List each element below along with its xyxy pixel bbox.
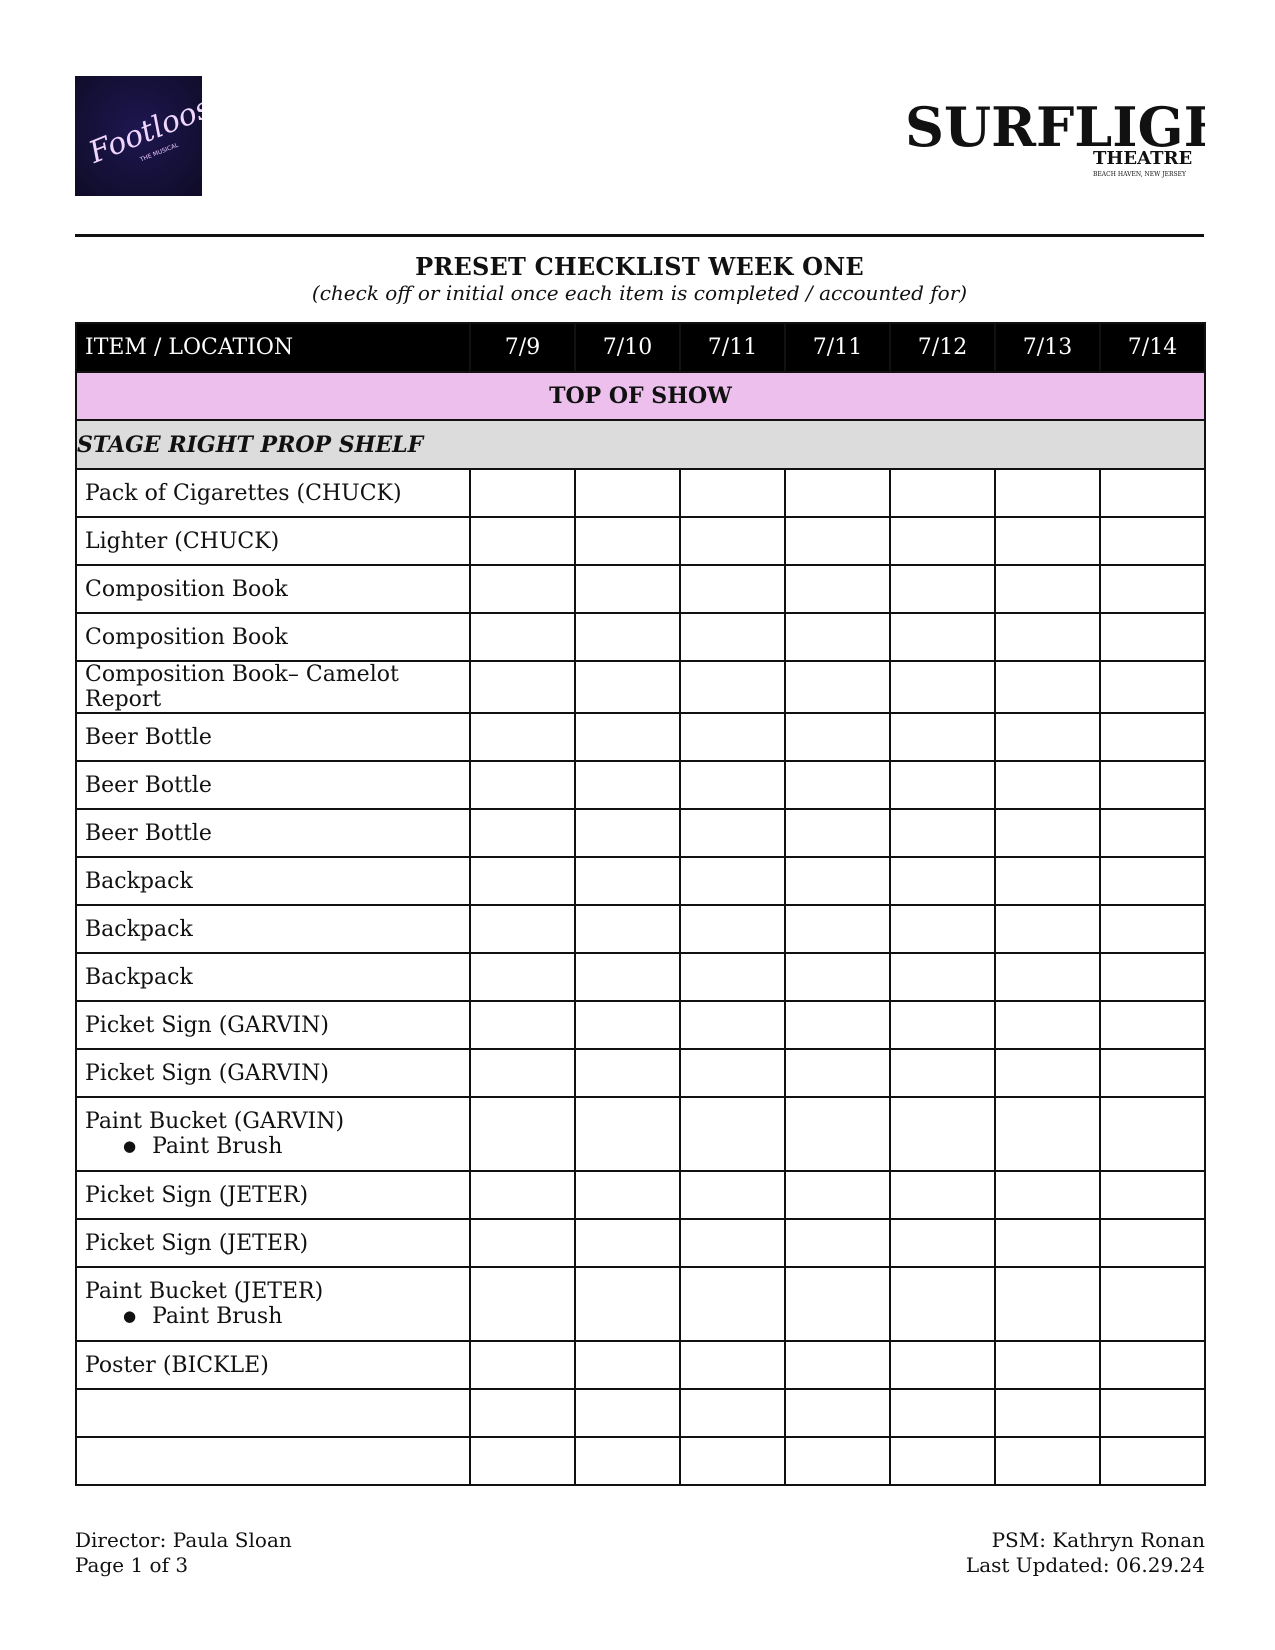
check-cell[interactable] [470, 1171, 575, 1219]
check-cell[interactable] [995, 713, 1100, 761]
check-cell[interactable] [1100, 1437, 1205, 1485]
date-header: 7/11 [785, 323, 890, 372]
item-label: Pack of Cigarettes (CHUCK) [85, 480, 402, 506]
check-cell[interactable] [890, 1171, 995, 1219]
check-cell[interactable] [470, 857, 575, 905]
check-cell[interactable] [995, 1001, 1100, 1049]
check-cell[interactable] [890, 565, 995, 613]
check-cell[interactable] [470, 1267, 575, 1341]
check-cell[interactable] [680, 1341, 785, 1389]
item-cell [76, 1219, 470, 1267]
check-cell[interactable] [785, 713, 890, 761]
item-cell [76, 661, 470, 713]
director-credit: Director: Paula Sloan [75, 1528, 292, 1552]
check-cell[interactable] [1100, 613, 1205, 661]
item-label: Backpack [85, 868, 193, 894]
check-cell[interactable] [890, 1341, 995, 1389]
surflight-logo-sub: THEATRE [1093, 148, 1193, 169]
table-row [76, 857, 1205, 905]
check-cell[interactable] [995, 1097, 1100, 1171]
check-cell[interactable] [470, 809, 575, 857]
check-cell[interactable] [680, 713, 785, 761]
item-cell [76, 1437, 470, 1485]
page-subtitle: (check off or initial once each item is completed / accounted for) [311, 281, 968, 305]
check-cell[interactable] [785, 1437, 890, 1485]
check-cell[interactable] [575, 1171, 680, 1219]
check-cell[interactable] [575, 713, 680, 761]
date-header: 7/13 [995, 323, 1100, 372]
check-cell[interactable] [1100, 469, 1205, 517]
table-row [76, 713, 1205, 761]
check-cell[interactable] [890, 809, 995, 857]
check-cell[interactable] [470, 613, 575, 661]
page-title: PRESET CHECKLIST WEEK ONE [415, 252, 864, 281]
item-label: Beer Bottle [85, 772, 212, 798]
surflight-logo-location: BEACH HAVEN, NEW JERSEY [1093, 171, 1186, 178]
check-cell[interactable] [1100, 1389, 1205, 1437]
check-cell[interactable] [575, 953, 680, 1001]
check-cell[interactable] [995, 1171, 1100, 1219]
item-label: Beer Bottle [85, 724, 212, 750]
check-cell[interactable] [680, 517, 785, 565]
check-cell[interactable] [470, 1389, 575, 1437]
check-cell[interactable] [785, 1097, 890, 1171]
check-cell[interactable] [575, 1001, 680, 1049]
check-cell[interactable] [575, 565, 680, 613]
check-cell[interactable] [575, 1267, 680, 1341]
check-cell[interactable] [995, 1267, 1100, 1341]
check-cell[interactable] [995, 565, 1100, 613]
check-cell[interactable] [995, 469, 1100, 517]
check-cell[interactable] [785, 1171, 890, 1219]
date-header: 7/11 [680, 323, 785, 372]
check-cell[interactable] [890, 857, 995, 905]
check-cell[interactable] [575, 1049, 680, 1097]
table-row [76, 1219, 1205, 1267]
checklist-table [75, 322, 1206, 1486]
check-cell[interactable] [470, 1437, 575, 1485]
date-header: 7/14 [1100, 323, 1205, 372]
check-cell[interactable] [1100, 713, 1205, 761]
check-cell[interactable] [785, 517, 890, 565]
psm-credit: PSM: Kathryn Ronan [991, 1528, 1205, 1552]
table-row [76, 517, 1205, 565]
check-cell[interactable] [785, 1389, 890, 1437]
check-cell[interactable] [470, 1097, 575, 1171]
check-cell[interactable] [890, 713, 995, 761]
check-cell[interactable] [1100, 1341, 1205, 1389]
check-cell[interactable] [575, 1389, 680, 1437]
item-cell [76, 905, 470, 953]
item-cell [76, 469, 470, 517]
check-cell[interactable] [575, 517, 680, 565]
table-row [76, 1171, 1205, 1219]
check-cell[interactable] [1100, 1267, 1205, 1341]
check-cell[interactable] [890, 1437, 995, 1485]
table-row [76, 1049, 1205, 1097]
check-cell[interactable] [890, 905, 995, 953]
check-cell[interactable] [575, 1341, 680, 1389]
check-cell[interactable] [890, 469, 995, 517]
item-cell [76, 1267, 470, 1341]
item-cell [76, 761, 470, 809]
check-cell[interactable] [995, 1049, 1100, 1097]
table-row [76, 761, 1205, 809]
check-cell[interactable] [1100, 953, 1205, 1001]
item-label: Beer Bottle [85, 820, 212, 846]
check-cell[interactable] [575, 905, 680, 953]
item-label: Poster (BICKLE) [85, 1352, 269, 1378]
item-cell [76, 613, 470, 661]
check-cell[interactable] [680, 1267, 785, 1341]
check-cell[interactable] [1100, 661, 1205, 713]
surflight-theatre-logo [905, 90, 1205, 180]
check-cell[interactable] [680, 905, 785, 953]
check-cell[interactable] [785, 905, 890, 953]
item-location-header: ITEM / LOCATION [76, 323, 470, 372]
section-title: TOP OF SHOW [76, 372, 1205, 420]
item-cell [76, 857, 470, 905]
check-cell[interactable] [470, 1001, 575, 1049]
check-cell[interactable] [680, 1437, 785, 1485]
item-cell [76, 1097, 470, 1171]
check-cell[interactable] [470, 565, 575, 613]
table-row [76, 1267, 1205, 1341]
check-cell[interactable] [680, 953, 785, 1001]
item-cell [76, 517, 470, 565]
check-cell[interactable] [575, 469, 680, 517]
check-cell[interactable] [890, 1001, 995, 1049]
header-rule [75, 234, 1204, 237]
check-cell[interactable] [785, 613, 890, 661]
check-cell[interactable] [995, 1437, 1100, 1485]
table-row [76, 1389, 1205, 1437]
check-cell[interactable] [470, 1049, 575, 1097]
footer-right [966, 1528, 1205, 1578]
check-cell[interactable] [785, 953, 890, 1001]
surflight-logo-text: SURFLIG [905, 95, 1184, 159]
item-label: Composition Book [85, 576, 288, 602]
table-row [76, 661, 1205, 713]
table-row [76, 1097, 1205, 1171]
item-label: Composition Book [85, 624, 288, 650]
item-label: Composition Book– Camelot Report [85, 662, 399, 712]
item-cell [76, 953, 470, 1001]
subsection-title: STAGE RIGHT PROP SHELF [76, 420, 1205, 469]
check-cell[interactable] [470, 713, 575, 761]
subsection-row [76, 420, 1205, 469]
check-cell[interactable] [680, 857, 785, 905]
check-cell[interactable] [1100, 809, 1205, 857]
item-cell [76, 809, 470, 857]
check-cell[interactable] [575, 661, 680, 713]
check-cell[interactable] [470, 661, 575, 713]
item-cell [76, 713, 470, 761]
table-row [76, 469, 1205, 517]
item-cell [76, 1001, 470, 1049]
check-cell[interactable] [890, 953, 995, 1001]
check-cell[interactable] [785, 1001, 890, 1049]
item-label: Paint Bucket (JETER) [85, 1279, 324, 1304]
check-cell[interactable] [680, 1389, 785, 1437]
check-cell[interactable] [575, 1097, 680, 1171]
check-cell[interactable] [1100, 1049, 1205, 1097]
check-cell[interactable] [575, 809, 680, 857]
check-cell[interactable] [470, 469, 575, 517]
check-cell[interactable] [995, 857, 1100, 905]
item-label: Picket Sign (GARVIN) [85, 1012, 329, 1038]
check-cell[interactable] [1100, 905, 1205, 953]
section-row [76, 372, 1205, 420]
item-cell [76, 1171, 470, 1219]
check-cell[interactable] [575, 613, 680, 661]
table-row [76, 1437, 1205, 1485]
check-cell[interactable] [680, 661, 785, 713]
check-cell[interactable] [785, 1219, 890, 1267]
check-cell[interactable] [785, 857, 890, 905]
check-cell[interactable] [575, 761, 680, 809]
item-cell [76, 1341, 470, 1389]
check-cell[interactable] [1100, 517, 1205, 565]
check-cell[interactable] [890, 761, 995, 809]
check-cell[interactable] [890, 517, 995, 565]
date-header: 7/10 [575, 323, 680, 372]
check-cell[interactable] [680, 1001, 785, 1049]
check-cell[interactable] [995, 613, 1100, 661]
item-label: Paint Bucket (GARVIN) [85, 1109, 345, 1134]
check-cell[interactable] [470, 1341, 575, 1389]
check-cell[interactable] [470, 953, 575, 1001]
footloose-logo-subtext: THE MUSICAL [139, 141, 180, 164]
check-cell[interactable] [995, 661, 1100, 713]
check-cell[interactable] [890, 661, 995, 713]
check-cell[interactable] [680, 1171, 785, 1219]
table-row [76, 953, 1205, 1001]
check-cell[interactable] [995, 1389, 1100, 1437]
item-label: Lighter (CHUCK) [85, 528, 280, 554]
check-cell[interactable] [1100, 1001, 1205, 1049]
item-sublabel: ● Paint Brush [85, 1134, 469, 1159]
check-cell[interactable] [890, 1097, 995, 1171]
last-updated: Last Updated: 06.29.24 [965, 1553, 1205, 1577]
item-sublabel: ● Paint Brush [85, 1304, 469, 1329]
check-cell[interactable] [785, 469, 890, 517]
item-label: Picket Sign (JETER) [85, 1182, 309, 1208]
table-header-row [76, 323, 1205, 372]
table-row [76, 809, 1205, 857]
footloose-logo [75, 76, 202, 196]
check-cell[interactable] [680, 1049, 785, 1097]
check-cell[interactable] [995, 953, 1100, 1001]
check-cell[interactable] [890, 1389, 995, 1437]
table-row [76, 613, 1205, 661]
check-cell[interactable] [1100, 761, 1205, 809]
check-cell[interactable] [575, 1219, 680, 1267]
page-number: Page 1 of 3 [75, 1553, 189, 1577]
table-row [76, 905, 1205, 953]
check-cell[interactable] [1100, 565, 1205, 613]
table-row [76, 565, 1205, 613]
check-cell[interactable] [470, 761, 575, 809]
check-cell[interactable] [680, 1097, 785, 1171]
check-cell[interactable] [680, 565, 785, 613]
check-cell[interactable] [1100, 1219, 1205, 1267]
check-cell[interactable] [785, 1049, 890, 1097]
check-cell[interactable] [680, 761, 785, 809]
item-label: Picket Sign (GARVIN) [85, 1060, 329, 1086]
footloose-logo-text: Footloose [84, 83, 202, 171]
check-cell[interactable] [680, 1219, 785, 1267]
item-cell [76, 1049, 470, 1097]
check-cell[interactable] [890, 1219, 995, 1267]
check-cell[interactable] [470, 1219, 575, 1267]
check-cell[interactable] [575, 857, 680, 905]
check-cell[interactable] [995, 809, 1100, 857]
check-cell[interactable] [785, 809, 890, 857]
check-cell[interactable] [995, 1341, 1100, 1389]
item-cell [76, 1389, 470, 1437]
check-cell[interactable] [785, 761, 890, 809]
check-cell[interactable] [890, 1267, 995, 1341]
check-cell[interactable] [575, 1437, 680, 1485]
check-cell[interactable] [1100, 1097, 1205, 1171]
check-cell[interactable] [1100, 1171, 1205, 1219]
check-cell[interactable] [995, 905, 1100, 953]
check-cell[interactable] [785, 1267, 890, 1341]
item-label: Backpack [85, 964, 193, 990]
check-cell[interactable] [995, 517, 1100, 565]
footer-left [75, 1528, 292, 1578]
check-cell[interactable] [995, 761, 1100, 809]
check-cell[interactable] [680, 469, 785, 517]
check-cell[interactable] [890, 613, 995, 661]
item-label: Backpack [85, 916, 193, 942]
check-cell[interactable] [995, 1219, 1100, 1267]
check-cell[interactable] [470, 517, 575, 565]
check-cell[interactable] [470, 905, 575, 953]
table-row [76, 1341, 1205, 1389]
date-header: 7/9 [470, 323, 575, 372]
check-cell[interactable] [680, 809, 785, 857]
date-header: 7/12 [890, 323, 995, 372]
check-cell[interactable] [1100, 857, 1205, 905]
check-cell[interactable] [680, 613, 785, 661]
check-cell[interactable] [785, 1341, 890, 1389]
table-row [76, 1001, 1205, 1049]
item-label: Picket Sign (JETER) [85, 1230, 309, 1256]
check-cell[interactable] [890, 1049, 995, 1097]
item-cell [76, 565, 470, 613]
check-cell[interactable] [785, 661, 890, 713]
check-cell[interactable] [785, 565, 890, 613]
